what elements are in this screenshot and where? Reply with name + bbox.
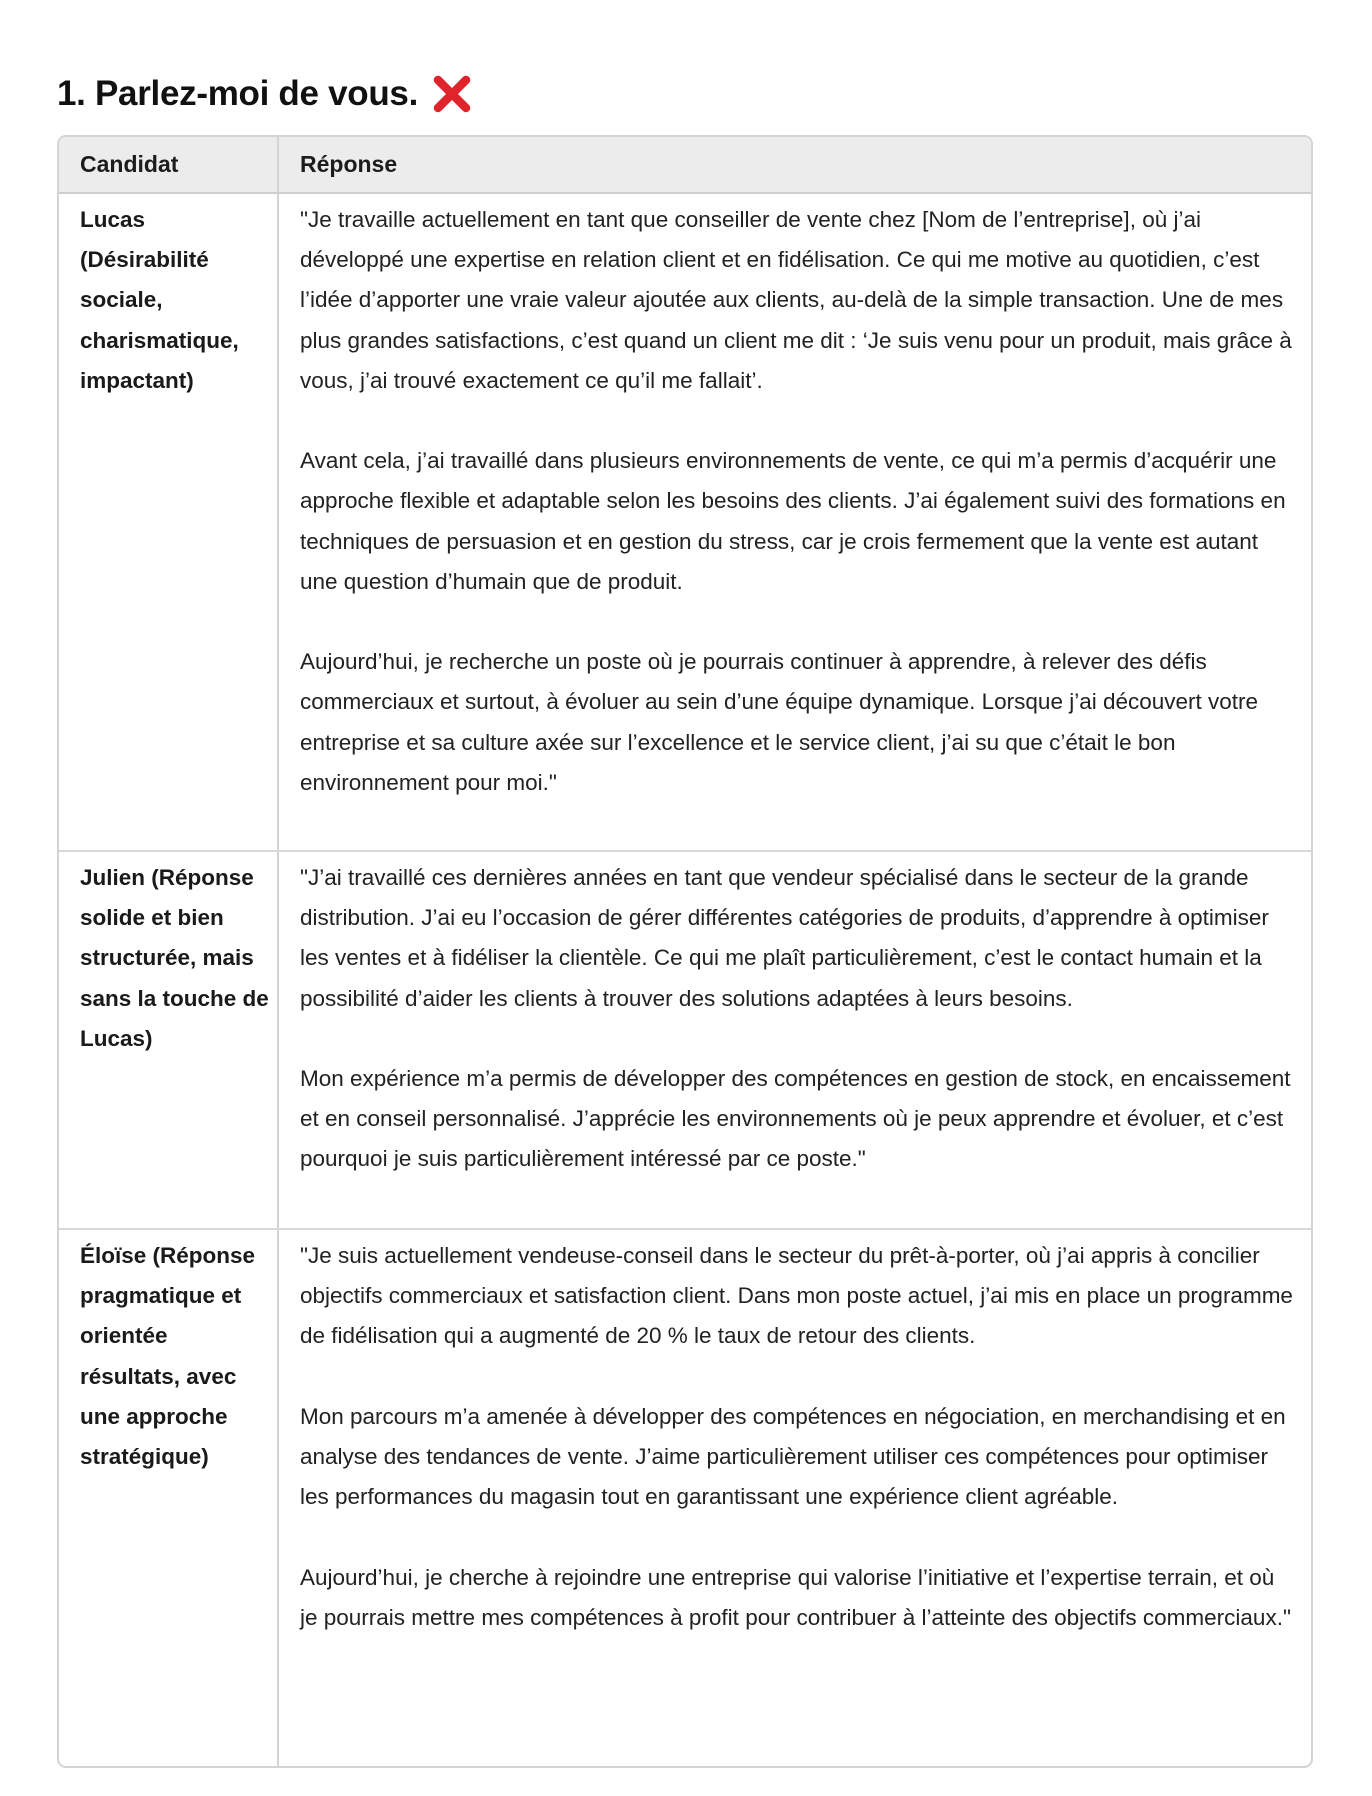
candidate-name: Éloïse (Réponse pragmatique et orientée résultats, avec une approche stratégique): [59, 1229, 278, 1767]
table-row: [59, 193, 1311, 851]
response-paragraph: Aujourd’hui, je cherche à rejoindre une entreprise qui valorise l’initiative et l’expertise terrain, et où je pourrais mettre mes compétences à profit pour contribuer à l’atteinte des objectifs commerciaux.": [300, 1564, 1291, 1630]
candidate-name: Lucas (Désirabilité sociale, charismatique, impactant): [80, 207, 239, 393]
table-header-row: [59, 137, 1311, 193]
header-candidate: Candidat: [59, 137, 278, 193]
header-response: Réponse: [278, 137, 1311, 193]
red-cross-icon: [430, 72, 474, 116]
response-cell: [278, 193, 1311, 851]
table-row: [59, 851, 1311, 1229]
question-heading: [57, 66, 474, 122]
response-paragraph: Mon parcours m’a amenée à développer des compétences en négociation, en merchandising et en analyse des tendances de vente. J’aime particulièrement utiliser ces compétences pour optimiser les performances du magasin tout en garantissant une expérience client agréable.: [300, 1403, 1286, 1510]
response-paragraph: "J’ai travaillé ces dernières années en tant que vendeur spécialisé dans le secteur de la grande distribution. J’ai eu l’occasion de gérer différentes catégories de produits, d’apprendre à optimiser les ventes et à fidéliser la clientèle. Ce qui me plaît particulièrement, c’est le contact humain et la possibilité d’aider les clients à trouver des solutions adaptées à leurs besoins.: [300, 865, 1269, 1011]
response-cell: [278, 1229, 1311, 1767]
question-title: 1. Parlez-moi de vous.: [57, 74, 419, 113]
response-cell: [278, 851, 1311, 1229]
candidate-name: Julien (Réponse solide et bien structurée, mais sans la touche de Lucas): [59, 851, 278, 1229]
answers-table: [57, 135, 1313, 1768]
response-paragraph: Mon expérience m’a permis de développer des compétences en gestion de stock, en encaissement et en conseil personnalisé. J’apprécie les environnements où je peux apprendre et évoluer, et c’est pourquoi je suis particulièrement intéressé par ce poste.": [300, 1066, 1291, 1172]
response-paragraph: "Je travaille actuellement en tant que conseiller de vente chez [Nom de l’entreprise], où j’ai développé une expertise en relation client et en fidélisation. Ce qui me motive au quotidien, c’est l’idée d’apporter une vraie valeur ajoutée aux clients, au-delà de la simple transaction. Une de mes plus grandes satisfactions, c’est quand un client me dit : ‘Je suis venu pour un produit, mais grâce à vous, j’ai trouvé exactement ce qu’il me fallait’.: [300, 207, 1292, 393]
table-row: [59, 1229, 1311, 1767]
response-paragraph: Aujourd’hui, je recherche un poste où je pourrais continuer à apprendre, à relever des défis commerciaux et surtout, à évoluer au sein d’une équipe dynamique. Lorsque j’ai découvert votre entreprise et sa culture axée sur l’excellence et le service client, j’ai su que c’était le bon environnement pour moi.": [300, 649, 1259, 795]
response-paragraph: "Je suis actuellement vendeuse-conseil dans le secteur du prêt-à-porter, où j’ai appris à concilier objectifs commerciaux et satisfaction client. Dans mon poste actuel, j’ai mis en place un programme de fidélisation qui a augmenté de 20 % le taux de retour des clients.: [300, 1243, 1293, 1349]
response-paragraph: Avant cela, j’ai travaillé dans plusieurs environnements de vente, ce qui m’a permis d’acquérir une approche flexible et adaptable selon les besoins des clients. J’ai également suivi des formations en techniques de persuasion et en gestion du stress, car je crois fermement que la vente est autant une question d’humain que de produit.: [300, 448, 1286, 594]
